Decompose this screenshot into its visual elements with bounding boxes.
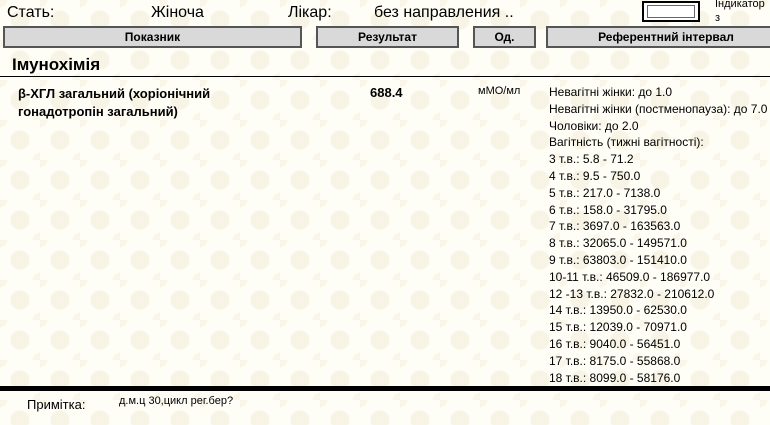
reference-line: 15 т.в.: 12039.0 - 70971.0 <box>549 320 687 335</box>
column-header-result[interactable]: Результат <box>316 26 459 48</box>
indicator-caption-line1: Індикатор з <box>715 0 765 24</box>
test-name <box>18 85 210 121</box>
reference-line: Вагітність (тижні вагітності): <box>549 135 704 150</box>
note-value: д.м.ц 30,цикл рег.бер? <box>119 395 234 407</box>
reference-line: 12 -13 т.в.: 27832.0 - 210612.0 <box>549 286 715 301</box>
test-unit: мМО/мл <box>478 85 521 97</box>
test-result: 688.4 <box>370 85 403 100</box>
indicator-checkbox[interactable] <box>642 1 700 22</box>
reference-line: 14 т.в.: 13950.0 - 62530.0 <box>549 303 687 318</box>
reference-line: Невагітні жінки (постменопауза): до 7.0 <box>549 101 768 116</box>
column-header-unit[interactable]: Од. <box>473 26 536 48</box>
doctor-label: Лікар: <box>288 4 332 21</box>
column-header-indicator[interactable]: Показник <box>3 26 302 48</box>
reference-line: 18 т.в.: 8099.0 - 58176.0 <box>549 370 681 385</box>
reference-line: 16 т.в.: 9040.0 - 56451.0 <box>549 336 681 351</box>
reference-line: 9 т.в.: 63803.0 - 151410.0 <box>549 252 687 267</box>
note-label: Примітка: <box>27 397 86 412</box>
doctor-value: без направления .. <box>374 4 514 21</box>
sex-value: Жіноча <box>151 4 204 21</box>
reference-line: 7 т.в.: 3697.0 - 163563.0 <box>549 219 681 234</box>
reference-line: 3 т.в.: 5.8 - 71.2 <box>549 152 634 167</box>
section-divider <box>0 76 770 77</box>
reference-line: Невагітні жінки: до 1.0 <box>549 85 673 99</box>
reference-line: Чоловіки: до 2.0 <box>549 118 639 133</box>
sex-label: Стать: <box>7 4 55 21</box>
reference-line: 5 т.в.: 217.0 - 7138.0 <box>549 185 661 200</box>
reference-interval-list <box>549 84 767 386</box>
test-name-line2: гонадотропін загальний) <box>18 104 178 119</box>
section-title: Імунохімія <box>12 55 101 74</box>
reference-line: 17 т.в.: 8175.0 - 55868.0 <box>549 353 681 368</box>
reference-line: 10-11 т.в.: 46509.0 - 186977.0 <box>549 269 711 284</box>
column-header-reference[interactable]: Референтний інтервал <box>546 26 770 48</box>
reference-line: 6 т.в.: 158.0 - 31795.0 <box>549 202 667 217</box>
test-name-line1: β-ХГЛ загальний (хоріонічний <box>18 86 211 101</box>
reference-line: 8 т.в.: 32065.0 - 149571.0 <box>549 236 687 251</box>
footer-divider <box>0 386 770 391</box>
reference-line: 4 т.в.: 9.5 - 750.0 <box>549 168 641 183</box>
